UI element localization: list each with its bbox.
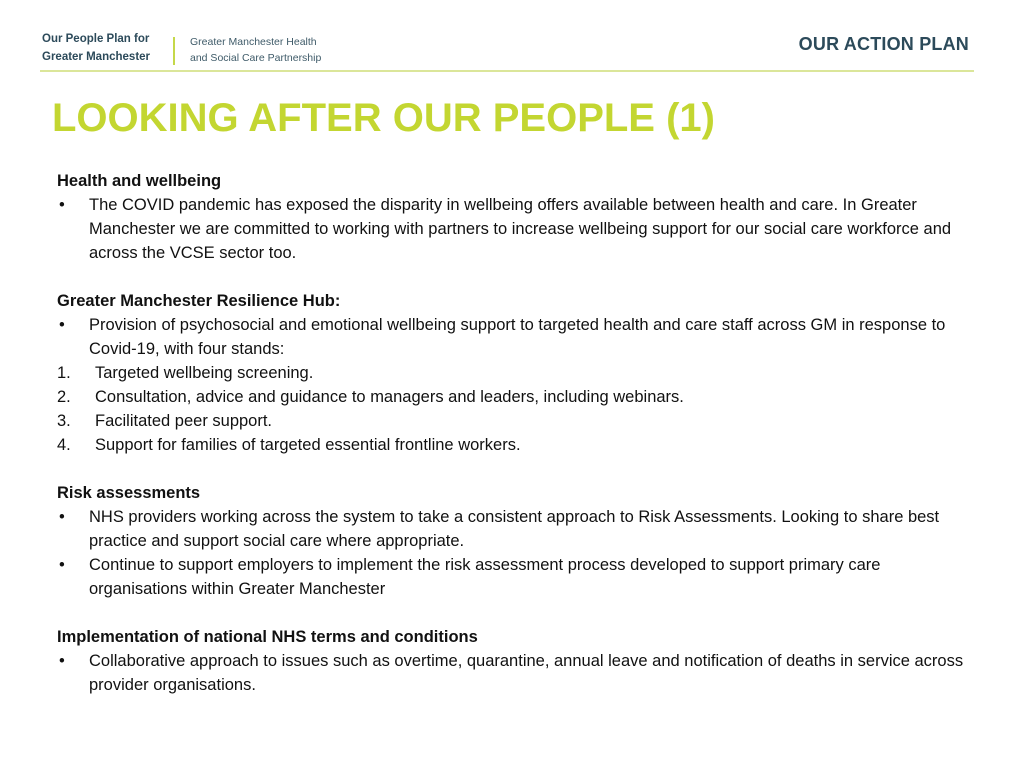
bullet-item bbox=[57, 313, 982, 361]
numbered-item bbox=[57, 409, 982, 433]
item-text: Targeted wellbeing screening. bbox=[95, 364, 314, 382]
item-number: 3. bbox=[57, 412, 71, 430]
section-risk-assessments bbox=[57, 481, 982, 601]
bullet-dot-icon: • bbox=[59, 508, 65, 526]
people-plan-logo bbox=[42, 30, 164, 66]
partnership-logo bbox=[190, 34, 370, 66]
section-heading: Greater Manchester Resilience Hub: bbox=[57, 292, 341, 310]
bullet-text: Continue to support employers to implement the risk assessment process developed to support primary care organisations within Greater Manchester bbox=[89, 556, 881, 598]
item-text: Facilitated peer support. bbox=[95, 412, 273, 430]
item-number: 1. bbox=[57, 364, 71, 382]
section-health-wellbeing bbox=[57, 169, 982, 265]
item-number: 4. bbox=[57, 436, 71, 454]
section-resilience-hub bbox=[57, 289, 982, 457]
logo-line-1: Our People Plan for bbox=[42, 33, 150, 45]
numbered-item bbox=[57, 385, 982, 409]
bullet-text: Provision of psychosocial and emotional wellbeing support to targeted health and care staff across GM in response to Covid-19, with four stands: bbox=[89, 316, 946, 358]
item-text: Consultation, advice and guidance to managers and leaders, including webinars. bbox=[95, 388, 684, 406]
bullet-item bbox=[57, 505, 982, 553]
partner-line-1: Greater Manchester Health bbox=[190, 36, 317, 48]
item-text: Support for families of targeted essential frontline workers. bbox=[95, 436, 521, 454]
bullet-item bbox=[57, 649, 982, 697]
section-nhs-terms bbox=[57, 625, 982, 697]
bullet-item bbox=[57, 553, 982, 601]
bullet-dot-icon: • bbox=[59, 196, 65, 214]
section-heading: Health and wellbeing bbox=[57, 172, 222, 190]
bullet-text: The COVID pandemic has exposed the disparity in wellbeing offers available between health and care. In Greater Manchester we are committed to working with partners to increase wellbeing support for our social care workforce and across the VCSE sector too. bbox=[89, 196, 952, 262]
bullet-dot-icon: • bbox=[59, 556, 65, 574]
bullet-item bbox=[57, 193, 982, 265]
partner-line-2: and Social Care Partnership bbox=[190, 52, 322, 64]
bullet-dot-icon: • bbox=[59, 316, 65, 334]
slide-header bbox=[0, 0, 1024, 80]
content-body bbox=[57, 169, 982, 721]
numbered-item bbox=[57, 361, 982, 385]
section-tag: OUR ACTION PLAN bbox=[798, 34, 969, 54]
item-number: 2. bbox=[57, 388, 71, 406]
page-title: LOOKING AFTER OUR PEOPLE (1) bbox=[52, 96, 715, 140]
logo-line-2: Greater Manchester bbox=[42, 51, 151, 63]
section-heading: Risk assessments bbox=[57, 484, 201, 502]
header-divider bbox=[40, 70, 974, 72]
bullet-dot-icon: • bbox=[59, 652, 65, 670]
logo-divider bbox=[173, 37, 175, 65]
bullet-text: NHS providers working across the system to take a consistent approach to Risk Assessments. Looking to share best practice and support social care where appropriate. bbox=[89, 508, 940, 550]
numbered-item bbox=[57, 433, 982, 457]
bullet-text: Collaborative approach to issues such as overtime, quarantine, annual leave and notification of deaths in service across provider organisations. bbox=[89, 652, 964, 694]
section-heading: Implementation of national NHS terms and conditions bbox=[57, 628, 478, 646]
